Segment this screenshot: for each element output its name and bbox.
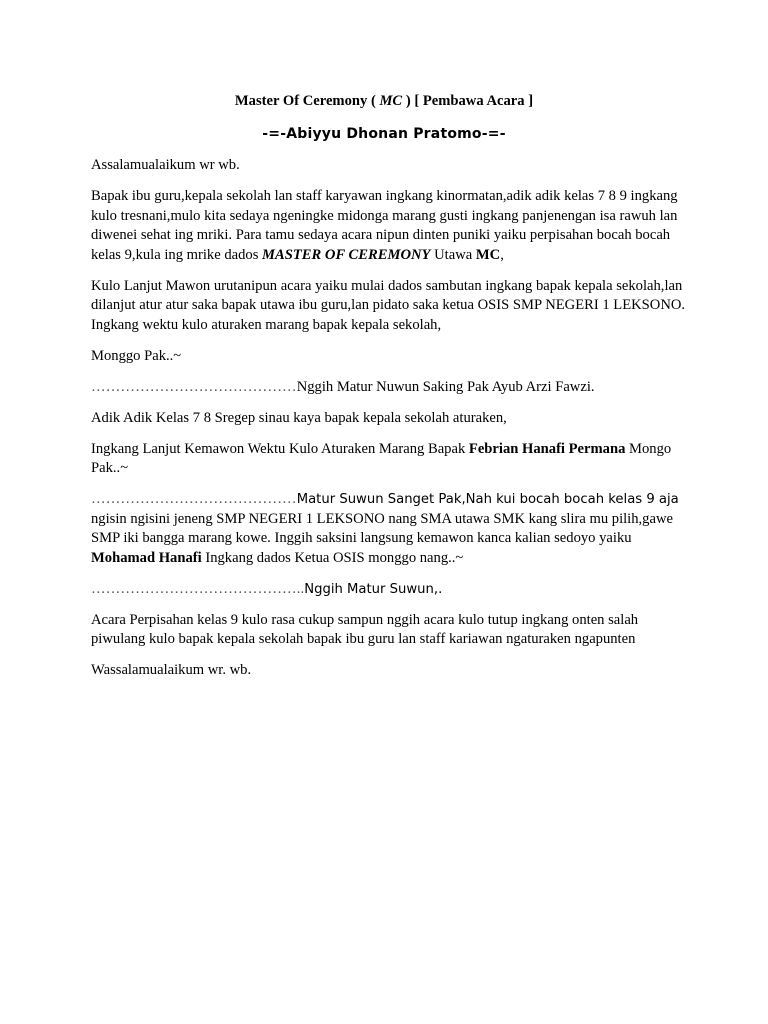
next-text-1: Ingkang Lanjut Kemawon Wektu Kulo Aturaken Marang Bapak [91, 440, 469, 457]
paragraph-adik: Adik Adik Kelas 7 8 Sregep sinau kaya bapak kepala sekolah aturaken, [91, 409, 507, 426]
thanks-2-end: Ingkang dados Ketua OSIS monggo nang..~ [201, 549, 464, 566]
dots-leader: …………………………………… [91, 491, 297, 507]
document-subtitle: -=-Abiyyu Dhonan Pratomo-=- [262, 126, 506, 142]
intro-text-3: , [500, 246, 504, 263]
dots-leader: …………………………………… [91, 378, 297, 395]
paragraph-agenda: Kulo Lanjut Mawon urutanipun acara yaiku mulai dados sambutan ingkang bapak kepala sekolah,lan dilanjut atur atur saka bapak utawa ibu guru,lan pidato saka ketua OSIS SMP NEGERI 1 LEKSONO. Ingkang wektu kulo aturaken marang bapak kepala sekolah, [91, 277, 686, 333]
next-text-2: Mongo Pak..~ [91, 440, 672, 476]
paragraph-intro [91, 187, 691, 265]
intro-text-2: Utawa [430, 246, 476, 263]
title-suffix: ) [ Pembawa Acara ] [402, 93, 534, 109]
paragraph-thanks-3 [91, 580, 691, 600]
intro-mc-short: MC [475, 246, 501, 263]
thanks-2-sans-text: Matur Suwun Sanget Pak,Nah kui bocah bocah kelas 9 aja [296, 492, 679, 507]
paragraph-monggo: Monggo Pak..~ [91, 347, 182, 364]
thanks-2-text: ngisin ngisini jeneng SMP NEGERI 1 LEKSONO nang SMA utawa SMK kang slira mu pilih,gawe SMP iki bangga marang kowe. Inggih saksini langsung kemawon kanca kalian sedoyo yaiku [91, 510, 673, 546]
intro-text-1: Bapak ibu guru,kepala sekolah lan staff karyawan ingkang kinormatan,adik adik kelas 7 8 9 ingkang kulo tresnani,mulo kita sedaya ngeningke midonga marang gusti ingkang panjenengan isa rawuh lan diwenei sehat ing mriki. Para tamu sedaya acara nipun dinten puniki yaiku perpisahan bocah bocah kelas 9,kula ing mrike dados [91, 188, 678, 263]
paragraph-thanks-1 [91, 378, 691, 398]
intro-mc-label: MASTER OF CEREMONY [262, 246, 431, 263]
title-prefix: Master Of Ceremony ( [234, 93, 380, 109]
osis-name: Mohamad Hanafi [91, 549, 202, 566]
paragraph-greeting: Assalamualaikum wr wb. [91, 157, 240, 173]
paragraph-next [91, 440, 691, 479]
thanks-1-text: Nggih Matur Nuwun Saking Pak Ayub Arzi Fawzi. [296, 378, 595, 395]
document-title [0, 92, 768, 112]
next-name: Febrian Hanafi Permana [468, 440, 626, 457]
paragraph-farewell: Wassalamualaikum wr. wb. [91, 662, 252, 678]
paragraph-thanks-2 [91, 490, 691, 568]
thanks-3-text: Nggih Matur Suwun,. [304, 581, 443, 597]
title-italic: MC [379, 93, 403, 109]
dots-leader: …………………………………….. [91, 580, 305, 597]
paragraph-closing: Acara Perpisahan kelas 9 kulo rasa cukup sampun nggih acara kulo tutup ingkang onten salah piwulang kulo bapak kepala sekolah bapak ibu guru lan staff kariawan ngaturaken ngapunten [91, 611, 639, 647]
document-body [91, 156, 691, 692]
